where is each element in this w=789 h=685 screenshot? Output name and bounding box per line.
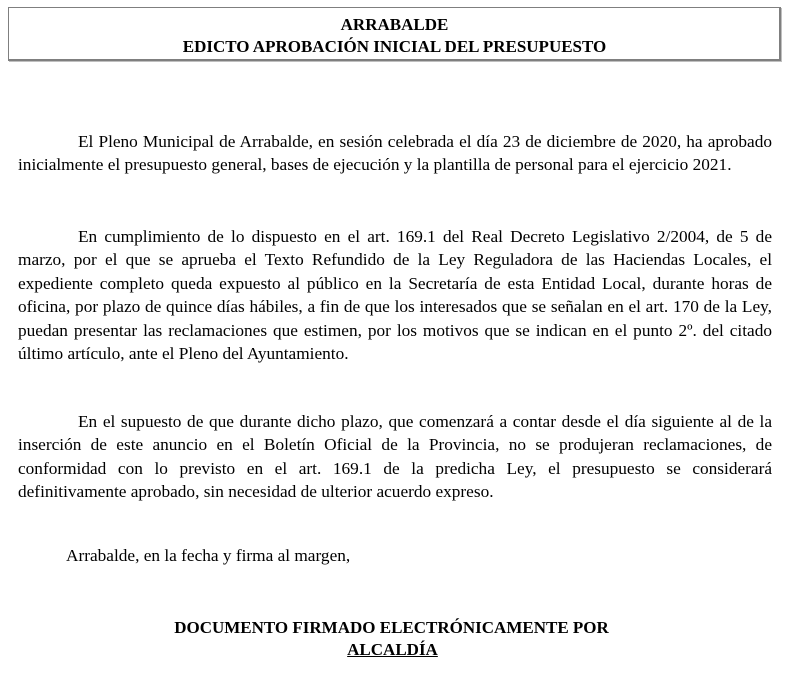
edict-title: EDICTO APROBACIÓN INICIAL DEL PRESUPUESTO bbox=[182, 37, 607, 56]
closing-line: Arrabalde, en la fecha y firma al margen, bbox=[66, 546, 351, 565]
edict-header bbox=[8, 7, 781, 61]
signatory: ALCALDÍA bbox=[347, 640, 438, 659]
signature-statement: DOCUMENTO FIRMADO ELECTRÓNICAMENTE POR bbox=[174, 618, 609, 637]
municipality-title: ARRABALDE bbox=[340, 15, 449, 34]
paragraph-exposure: En cumplimiento de lo dispuesto en el art. 169.1 del Real Decreto Legislativo 2/2004, de 5 de marzo, por el que se aprueba el Texto Refundido de la Ley Reguladora de las Haciendas Locales, el expediente completo queda expuesto al público en la Secretaría de esta Entidad Local, durante horas de oficina, por plazo de quince días hábiles, a fin de que los interesados que se señalan en el art. 170 de la Ley, puedan presentar las reclamaciones que estimen, por los motivos que se indican en el punto 2º. del citado último artículo, ante el Pleno del Ayuntamiento. bbox=[18, 227, 772, 364]
paragraph-definitive: En el supuesto de que durante dicho plazo, que comenzará a contar desde el día siguiente al de la inserción de este anuncio en el Boletín Oficial de la Provincia, no se produjeran reclamaciones, de conformidad con lo previsto en el art. 169.1 de la predicha Ley, el presupuesto se considerará definitivamente aprobado, sin necesidad de ulterior acuerdo expreso. bbox=[18, 412, 772, 502]
paragraph-approval: El Pleno Municipal de Arrabalde, en sesión celebrada el día 23 de diciembre de 2020, ha aprobado inicialmente el presupuesto general, bases de ejecución y la plantilla de personal para el ejercicio 2021. bbox=[18, 132, 772, 175]
